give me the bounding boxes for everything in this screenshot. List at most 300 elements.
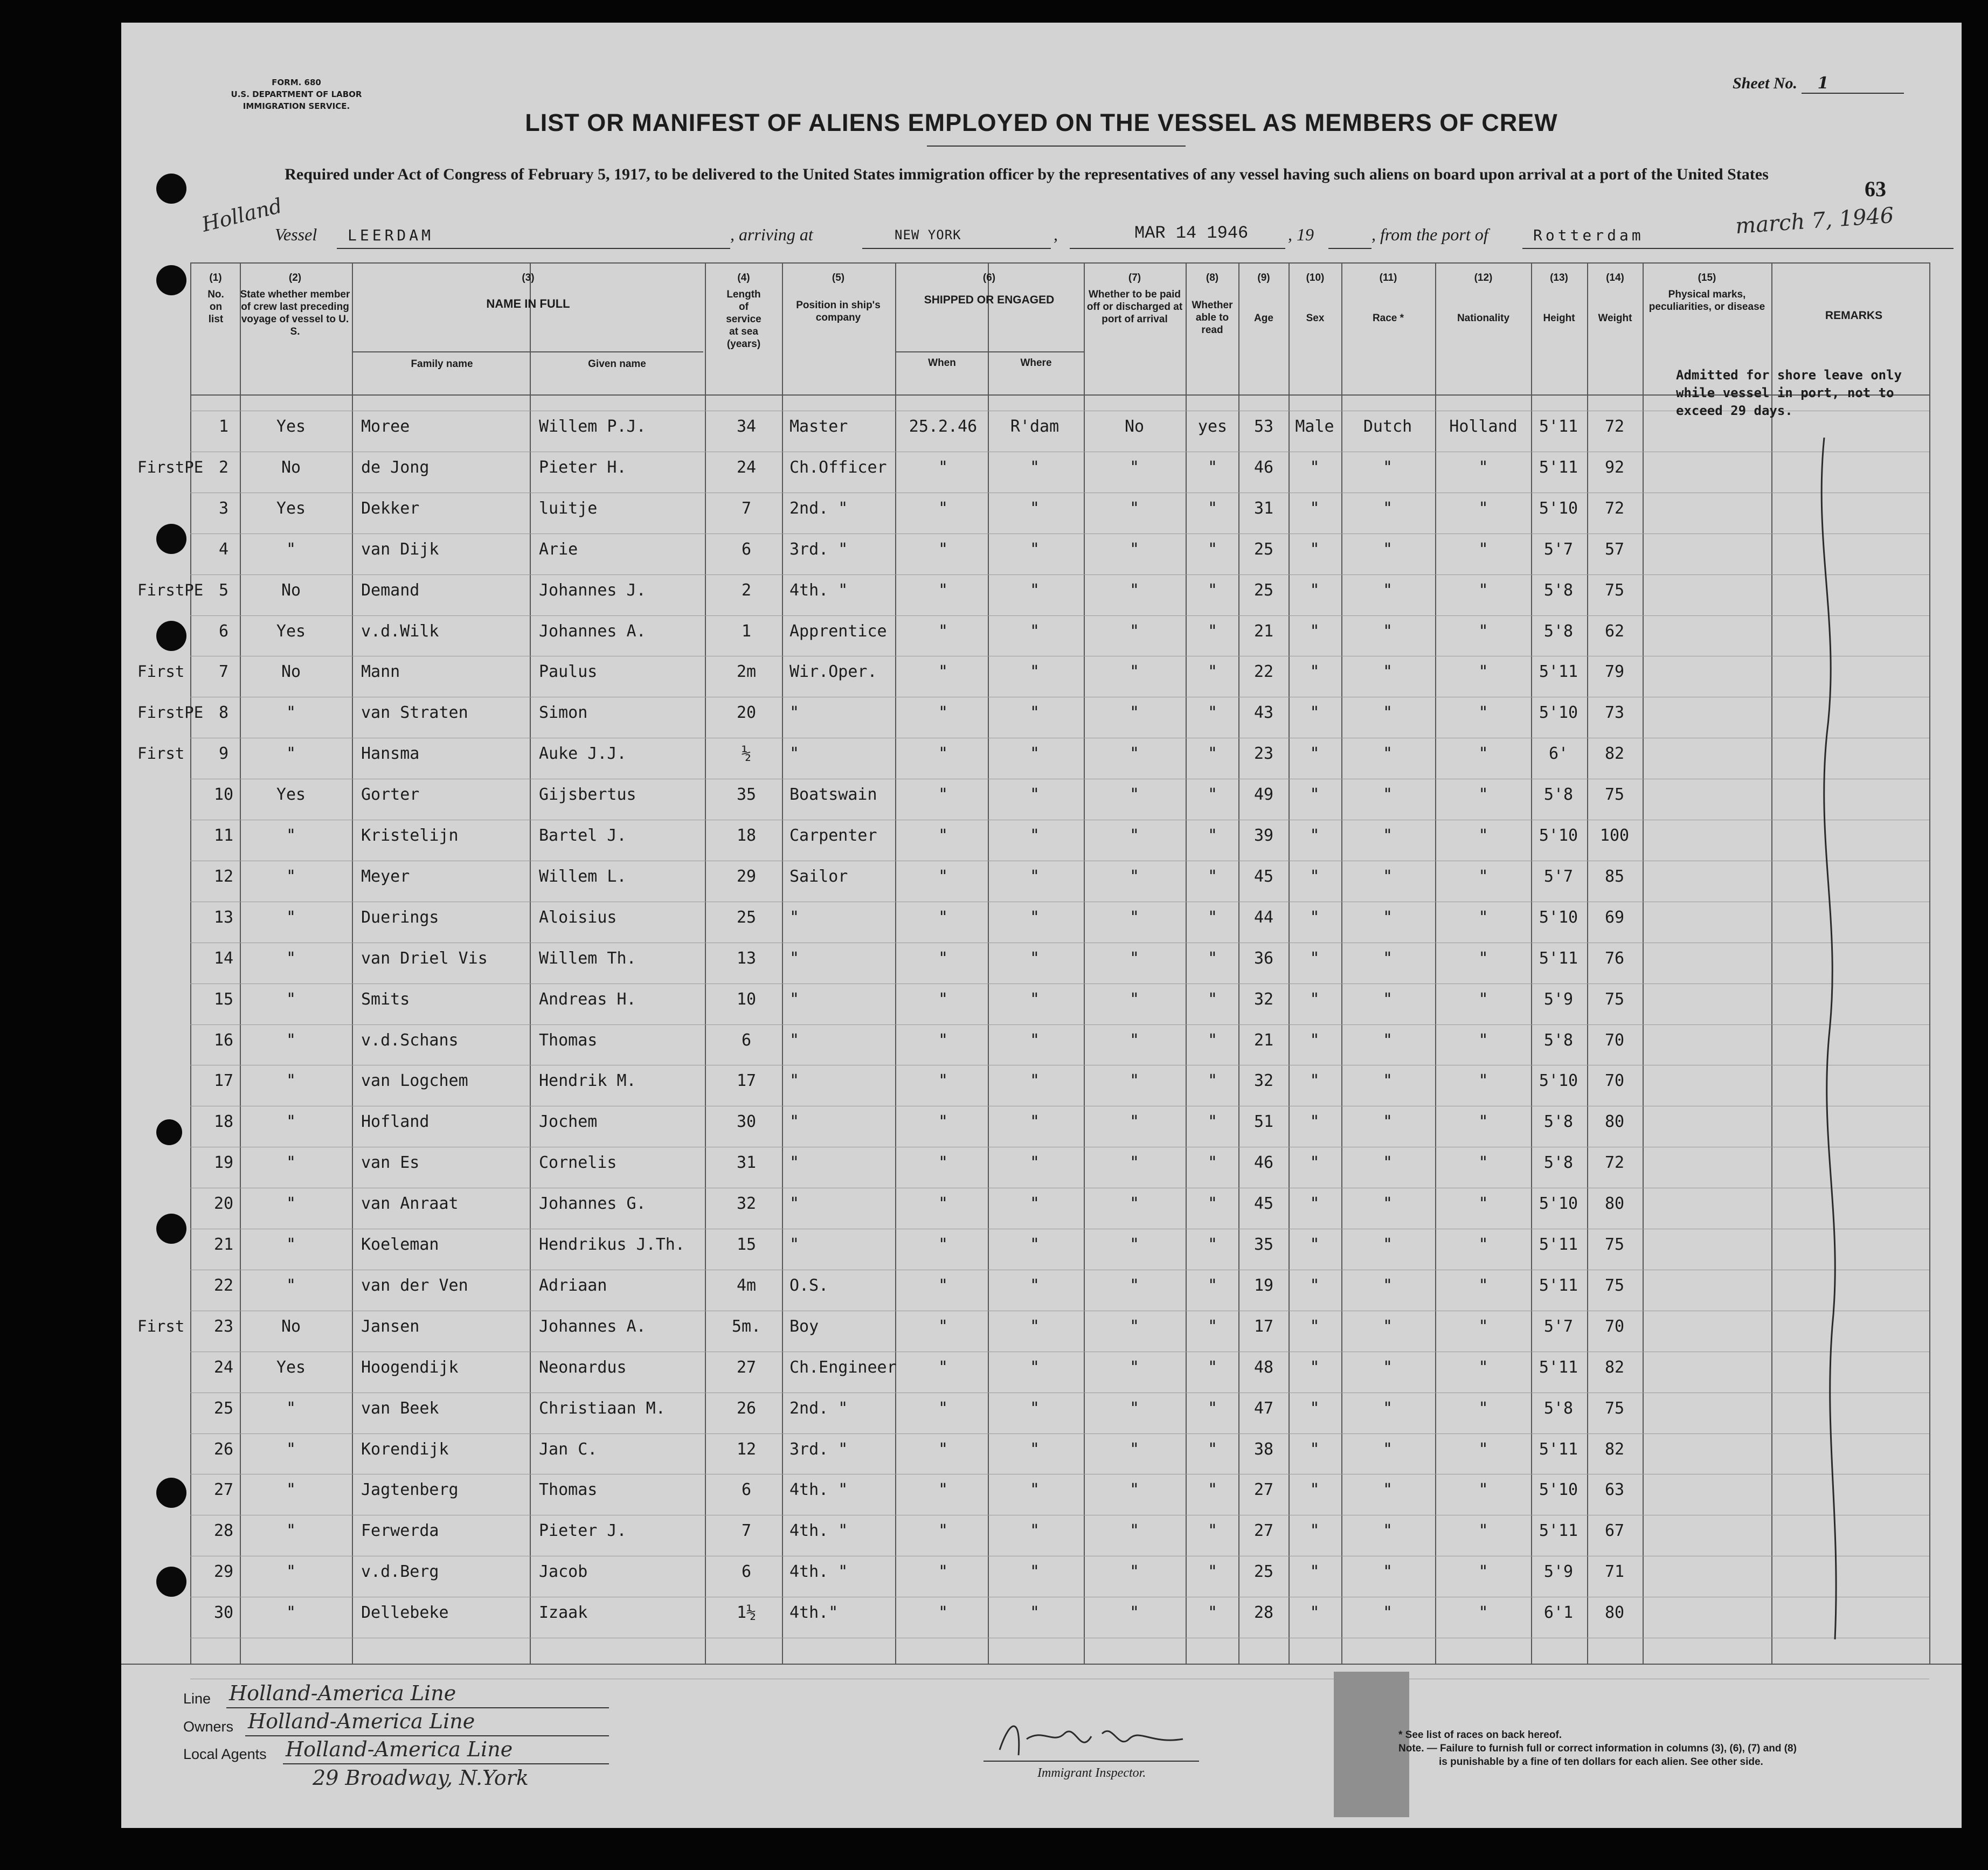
agents-underline — [283, 1763, 609, 1764]
page-number: 63 — [1865, 177, 1886, 201]
able-to-read: " — [1207, 1276, 1218, 1295]
shipped-when: " — [938, 1440, 948, 1459]
given-name: Simon — [539, 703, 588, 722]
given-name: Willem P.J. — [539, 417, 646, 436]
age: 32 — [1253, 1071, 1274, 1090]
given-name: Johannes J. — [539, 581, 646, 600]
previous-voyage: " — [286, 1153, 296, 1172]
comma: , — [1054, 225, 1058, 244]
weight: 72 — [1604, 499, 1625, 518]
race: " — [1382, 744, 1393, 763]
weight: 70 — [1604, 1317, 1625, 1336]
shipped-when: " — [938, 867, 948, 886]
table-row — [121, 662, 1962, 684]
shipped-when: " — [938, 581, 948, 600]
first-voyage-note: First — [137, 744, 185, 763]
shipped-where: " — [1029, 1358, 1040, 1377]
service-years: 27 — [736, 1358, 757, 1377]
footer-note-fine-cont: is punishable by a fine of ten dollars for each alien. See other side. — [1439, 1756, 1763, 1768]
weight: 85 — [1604, 867, 1625, 886]
col3a-title: Family name — [411, 358, 473, 370]
paid-off: " — [1129, 662, 1140, 681]
age: 38 — [1253, 1440, 1274, 1459]
previous-voyage: No — [281, 581, 301, 600]
weight: 75 — [1604, 1399, 1625, 1418]
nationality: Holland — [1449, 417, 1518, 436]
age: 22 — [1253, 662, 1274, 681]
paid-off: " — [1129, 949, 1140, 968]
race: " — [1382, 826, 1393, 845]
nationality: " — [1478, 744, 1488, 763]
shipped-where: " — [1029, 1480, 1040, 1499]
able-to-read: " — [1207, 1521, 1218, 1540]
table-row — [121, 1153, 1962, 1175]
weight: 75 — [1604, 581, 1625, 600]
table-row — [121, 1235, 1962, 1257]
nationality: " — [1478, 785, 1488, 804]
position: Sailor — [789, 867, 848, 886]
height: 5'10 — [1539, 1194, 1578, 1213]
race: " — [1382, 1440, 1393, 1459]
able-to-read: " — [1207, 703, 1218, 722]
row-number: 4 — [218, 540, 229, 559]
able-to-read: " — [1207, 1153, 1218, 1172]
given-name: Pieter J. — [539, 1521, 627, 1540]
age: 39 — [1253, 826, 1274, 845]
given-name: Paulus — [539, 662, 598, 681]
able-to-read: " — [1207, 1358, 1218, 1377]
race: " — [1382, 703, 1393, 722]
age: 47 — [1253, 1399, 1274, 1418]
row-number: 19 — [213, 1153, 234, 1172]
table-row — [121, 744, 1962, 766]
race: " — [1382, 867, 1393, 886]
height: 5'10 — [1539, 1071, 1578, 1090]
shipped-where: " — [1029, 581, 1040, 600]
service-years: 20 — [736, 703, 757, 722]
position: 2nd. " — [789, 1399, 848, 1418]
nationality: " — [1478, 458, 1488, 477]
owners-label: Owners — [183, 1719, 234, 1735]
service-name: IMMIGRATION SERVICE. — [243, 101, 350, 111]
service-years: 1 — [741, 622, 752, 641]
previous-voyage: No — [281, 1317, 301, 1336]
shipped-where: " — [1029, 908, 1040, 927]
position: " — [789, 744, 800, 763]
paid-off: " — [1129, 703, 1140, 722]
given-name: Jochem — [539, 1112, 598, 1131]
nationality: " — [1478, 990, 1488, 1009]
height: 6' — [1548, 744, 1569, 763]
service-years: 24 — [736, 458, 757, 477]
height: 5'10 — [1539, 703, 1578, 722]
race: " — [1382, 949, 1393, 968]
row-number: 22 — [213, 1276, 234, 1295]
table-row — [121, 1440, 1962, 1462]
service-years: 34 — [736, 417, 757, 436]
family-name: Demand — [361, 581, 420, 600]
nationality: " — [1478, 949, 1488, 968]
given-name: Thomas — [539, 1480, 598, 1499]
shipped-where: " — [1029, 662, 1040, 681]
table-row — [121, 703, 1962, 725]
country-annotation: Holland — [199, 193, 285, 237]
race: " — [1382, 581, 1393, 600]
weight: 62 — [1604, 622, 1625, 641]
paid-off: " — [1129, 1480, 1140, 1499]
col8-number: (8) — [1206, 272, 1219, 283]
shipped-where: " — [1029, 1603, 1040, 1622]
sex: " — [1310, 1562, 1320, 1581]
previous-voyage: " — [286, 1194, 296, 1213]
service-years: 7 — [741, 499, 752, 518]
nationality: " — [1478, 1276, 1488, 1295]
row-number: 8 — [218, 703, 229, 722]
position: Boatswain — [789, 785, 877, 804]
race: " — [1382, 1317, 1393, 1336]
previous-voyage: Yes — [276, 417, 306, 436]
age: 23 — [1253, 744, 1274, 763]
sex: " — [1310, 499, 1320, 518]
shipped-where: " — [1029, 1317, 1040, 1336]
shipped-when: " — [938, 1194, 948, 1213]
height: 5'8 — [1543, 1399, 1574, 1418]
remarks-note: Admitted for shore leave only while vessel in port, not to exceed 29 days. — [1676, 368, 1902, 418]
family-name: Dekker — [361, 499, 420, 518]
race: " — [1382, 1112, 1393, 1131]
position: 4th. " — [789, 1562, 848, 1581]
sex: " — [1310, 744, 1320, 763]
sex: " — [1310, 1358, 1320, 1377]
family-name: van Driel Vis — [361, 949, 488, 968]
family-name: Korendijk — [361, 1440, 449, 1459]
family-name: Jagtenberg — [361, 1480, 459, 1499]
col5-number: (5) — [832, 272, 845, 283]
paid-off: " — [1129, 1112, 1140, 1131]
height: 5'10 — [1539, 908, 1578, 927]
table-row — [121, 1399, 1962, 1421]
given-name: Johannes A. — [539, 622, 646, 641]
paid-off: " — [1129, 826, 1140, 845]
race: " — [1382, 1603, 1393, 1622]
position: " — [789, 1112, 800, 1131]
nationality: " — [1478, 581, 1488, 600]
service-years: 2 — [741, 581, 752, 600]
race: " — [1382, 662, 1393, 681]
sex: " — [1310, 1440, 1320, 1459]
weight: 75 — [1604, 1235, 1625, 1254]
previous-voyage: " — [286, 826, 296, 845]
manifest-rows — [121, 23, 1962, 1747]
height: 5'11 — [1539, 417, 1578, 436]
col1-title: No. on list — [207, 289, 224, 325]
weight: 82 — [1604, 1440, 1625, 1459]
given-name: Willem L. — [539, 867, 627, 886]
table-row — [121, 785, 1962, 807]
manifest-sheet — [121, 23, 1962, 1828]
col2-title: State whether member of crew last preceding voyage of vessel to U. S. — [240, 289, 350, 337]
weight: 80 — [1604, 1603, 1625, 1622]
weight: 67 — [1604, 1521, 1625, 1540]
nationality: " — [1478, 1235, 1488, 1254]
race: " — [1382, 1276, 1393, 1295]
shipped-when: " — [938, 908, 948, 927]
position: Boy — [789, 1317, 819, 1336]
family-name: Smits — [361, 990, 410, 1009]
age: 44 — [1253, 908, 1274, 927]
shipped-when: " — [938, 662, 948, 681]
service-years: 31 — [736, 1153, 757, 1172]
race: " — [1382, 1071, 1393, 1090]
col3b-title: Given name — [588, 358, 646, 370]
weight: 72 — [1604, 1153, 1625, 1172]
age: 27 — [1253, 1480, 1274, 1499]
able-to-read: " — [1207, 1317, 1218, 1336]
col10-title: Sex — [1306, 313, 1325, 324]
weight: 69 — [1604, 908, 1625, 927]
previous-voyage: Yes — [276, 785, 306, 804]
sex: " — [1310, 826, 1320, 845]
stamp-patch — [1334, 1672, 1409, 1817]
col6-number: (6) — [982, 272, 996, 283]
family-name: v.d.Berg — [361, 1562, 439, 1581]
height: 5'10 — [1539, 826, 1578, 845]
weight: 92 — [1604, 458, 1625, 477]
weight: 82 — [1604, 744, 1625, 763]
weight: 70 — [1604, 1071, 1625, 1090]
previous-voyage: " — [286, 949, 296, 968]
col8-title: Whether able to read — [1192, 300, 1233, 336]
previous-voyage: " — [286, 1235, 296, 1254]
height: 5'7 — [1543, 1317, 1574, 1336]
agents-address: 29 Broadway, N.York — [313, 1766, 529, 1790]
age: 31 — [1253, 499, 1274, 518]
shipped-where: " — [1029, 1153, 1040, 1172]
given-name: Jacob — [539, 1562, 588, 1581]
sex: " — [1310, 458, 1320, 477]
family-name: Hansma — [361, 744, 420, 763]
shipped-where: " — [1029, 1440, 1040, 1459]
able-to-read: " — [1207, 581, 1218, 600]
shipped-when: " — [938, 1521, 948, 1540]
sex: Male — [1295, 417, 1334, 436]
previous-voyage: " — [286, 990, 296, 1009]
shipped-when: " — [938, 540, 948, 559]
table-row — [121, 908, 1962, 930]
service-years: 15 — [736, 1235, 757, 1254]
given-name: Thomas — [539, 1031, 598, 1050]
height: 5'11 — [1539, 949, 1578, 968]
race: " — [1382, 1399, 1393, 1418]
family-name: Kristelijn — [361, 826, 459, 845]
col5-title: Position in ship's company — [796, 300, 881, 323]
shipped-where: " — [1029, 1071, 1040, 1090]
sex: " — [1310, 1235, 1320, 1254]
sex: " — [1310, 540, 1320, 559]
age: 53 — [1253, 417, 1274, 436]
position: " — [789, 1194, 800, 1213]
able-to-read: " — [1207, 1399, 1218, 1418]
race: " — [1382, 499, 1393, 518]
sex: " — [1310, 1153, 1320, 1172]
previous-voyage: Yes — [276, 499, 306, 518]
age: 51 — [1253, 1112, 1274, 1131]
vessel-name: LEERDAM — [348, 226, 434, 244]
shipped-where: " — [1029, 499, 1040, 518]
table-row — [121, 1276, 1962, 1298]
shipped-when: " — [938, 1358, 948, 1377]
table-row — [121, 1112, 1962, 1134]
family-name: van der Ven — [361, 1276, 468, 1295]
nationality: " — [1478, 1317, 1488, 1336]
sheet-number-label: Sheet No. — [1733, 74, 1797, 92]
able-to-read: yes — [1197, 417, 1228, 436]
shipped-where: " — [1029, 622, 1040, 641]
height: 6'1 — [1543, 1603, 1574, 1622]
given-name: Gijsbertus — [539, 785, 636, 804]
inspector-signature — [989, 1707, 1194, 1771]
age: 25 — [1253, 581, 1274, 600]
height: 5'11 — [1539, 1235, 1578, 1254]
position: " — [789, 908, 800, 927]
able-to-read: " — [1207, 1071, 1218, 1090]
service-years: 6 — [741, 540, 752, 559]
paid-off: " — [1129, 1562, 1140, 1581]
family-name: Dellebeke — [361, 1603, 449, 1622]
previous-voyage: " — [286, 1480, 296, 1499]
able-to-read: " — [1207, 458, 1218, 477]
shipped-when: 25.2.46 — [909, 417, 978, 436]
position: O.S. — [789, 1276, 829, 1295]
footer-note-fine: Note. — Failure to furnish full or correct information in columns (3), (6), (7) and (8) — [1398, 1743, 1797, 1754]
table-row — [121, 867, 1962, 889]
shipped-when: " — [938, 1603, 948, 1622]
age: 45 — [1253, 1194, 1274, 1213]
col1-number: (1) — [209, 272, 222, 283]
row-number: 3 — [218, 499, 229, 518]
service-years: 12 — [736, 1440, 757, 1459]
age: 25 — [1253, 540, 1274, 559]
age: 45 — [1253, 867, 1274, 886]
service-years: 35 — [736, 785, 757, 804]
height: 5'11 — [1539, 1521, 1578, 1540]
weight: 75 — [1604, 990, 1625, 1009]
first-voyage-note: FirstPE — [137, 703, 204, 722]
previous-voyage: " — [286, 1603, 296, 1622]
nationality: " — [1478, 1194, 1488, 1213]
shipped-when: " — [938, 990, 948, 1009]
service-years: 30 — [736, 1112, 757, 1131]
sex: " — [1310, 867, 1320, 886]
height: 5'10 — [1539, 1480, 1578, 1499]
col7-title: Whether to be paid off or discharged at port of arrival — [1086, 289, 1183, 325]
position: " — [789, 949, 800, 968]
age: 28 — [1253, 1603, 1274, 1622]
nationality: " — [1478, 1521, 1488, 1540]
col6b-title: Where — [1020, 357, 1052, 369]
shipped-when: " — [938, 744, 948, 763]
nationality: " — [1478, 1153, 1488, 1172]
weight: 72 — [1604, 417, 1625, 436]
race: " — [1382, 1480, 1393, 1499]
paid-off: " — [1129, 1399, 1140, 1418]
shipped-where: " — [1029, 458, 1040, 477]
service-years: 10 — [736, 990, 757, 1009]
col7-number: (7) — [1128, 272, 1141, 283]
previous-voyage: " — [286, 908, 296, 927]
family-name: Ferwerda — [361, 1521, 439, 1540]
family-name: van Dijk — [361, 540, 439, 559]
service-years: 5m. — [731, 1317, 761, 1336]
able-to-read: " — [1207, 1440, 1218, 1459]
shipped-when: " — [938, 1276, 948, 1295]
arrival-date-stamp: MAR 14 1946 — [1134, 223, 1249, 243]
sex: " — [1310, 785, 1320, 804]
weight: 70 — [1604, 1031, 1625, 1050]
height: 5'11 — [1539, 458, 1578, 477]
footer-notes — [1398, 1728, 1948, 1769]
first-voyage-note: FirstPE — [137, 581, 204, 599]
col11-number: (11) — [1379, 272, 1397, 283]
table-row — [121, 458, 1962, 480]
race: " — [1382, 1194, 1393, 1213]
shipped-when: " — [938, 1235, 948, 1254]
paid-off: " — [1129, 908, 1140, 927]
page-subtitle: Required under Act of Congress of February 5, 1917, to be delivered to the United States immigration officer by the representatives of any vessel having such aliens on board upon arrival at a port of the United States — [285, 165, 1769, 183]
service-years: 26 — [736, 1399, 757, 1418]
weight: 73 — [1604, 703, 1625, 722]
height: 5'8 — [1543, 785, 1574, 804]
position: Wir.Oper. — [789, 662, 877, 681]
position: 4th. " — [789, 1480, 848, 1499]
shipped-where: " — [1029, 867, 1040, 886]
sex: " — [1310, 703, 1320, 722]
shipped-when: " — [938, 499, 948, 518]
able-to-read: " — [1207, 1235, 1218, 1254]
service-years: 29 — [736, 867, 757, 886]
row-number: 10 — [213, 785, 234, 804]
weight: 80 — [1604, 1112, 1625, 1131]
given-name: Neonardus — [539, 1358, 627, 1377]
given-name: Adriaan — [539, 1276, 607, 1295]
family-name: v.d.Schans — [361, 1031, 459, 1050]
row-number: 1 — [218, 417, 229, 436]
given-name: Cornelis — [539, 1153, 617, 1172]
position: 3rd. " — [789, 1440, 848, 1459]
height: 5'11 — [1539, 1276, 1578, 1295]
paid-off: " — [1129, 1317, 1140, 1336]
family-name: Meyer — [361, 867, 410, 886]
able-to-read: " — [1207, 1480, 1218, 1499]
height: 5'8 — [1543, 1112, 1574, 1131]
shipped-when: " — [938, 949, 948, 968]
given-name: Bartel J. — [539, 826, 627, 845]
previous-voyage: No — [281, 662, 301, 681]
service-years: 18 — [736, 826, 757, 845]
weight: 71 — [1604, 1562, 1625, 1581]
departure-date: march 7, 1946 — [1734, 203, 1895, 239]
position: Ch.Engineer — [789, 1358, 897, 1377]
col9-title: Age — [1254, 313, 1273, 324]
sex: " — [1310, 1317, 1320, 1336]
row-number: 12 — [213, 867, 234, 886]
paid-off: " — [1129, 622, 1140, 641]
race: " — [1382, 458, 1393, 477]
race: " — [1382, 908, 1393, 927]
sex: " — [1310, 908, 1320, 927]
shipped-where: R'dam — [1010, 417, 1059, 436]
able-to-read: " — [1207, 622, 1218, 641]
